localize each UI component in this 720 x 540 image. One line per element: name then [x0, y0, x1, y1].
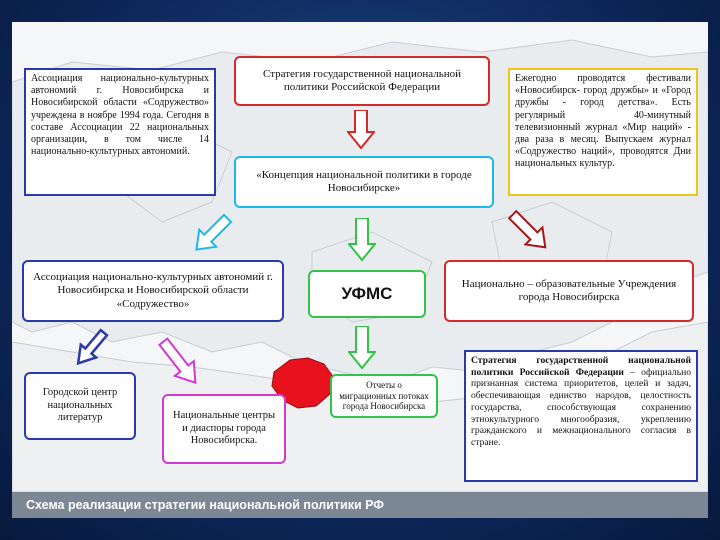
arrow-diagonal-magenta — [152, 334, 208, 392]
education-text: Национально – образовательные Учреждения города Новосибирска — [461, 277, 677, 303]
library-text: Городской центр национальных литератур — [42, 386, 118, 424]
centers-text: Национальные центры и диаспоры города Новосибирска. — [172, 409, 275, 447]
reports-text: Отчеты о миграционных потоках города Новосибирска — [339, 379, 429, 412]
education-box — [444, 260, 694, 322]
centers-box — [162, 394, 286, 464]
arrow-down-red — [347, 110, 375, 150]
strategy-definition-title: Стратегия государственной национальной политики Российской Федерации — [471, 355, 691, 378]
arrow-diagonal-blue — [70, 326, 112, 370]
association-mid-text: Ассоциация национально-культурных автономий г. Новосибирска и Новосибирской области «Содружество» — [33, 270, 273, 310]
concept-box — [234, 156, 494, 208]
concept-text: «Концепция национальной политики в городе Новосибирске» — [256, 168, 472, 194]
strategy-definition-body: – официально признанная система приоритетов, целей и задач, обеспечивающая единство народов, целостность государства, способствующая сохранению этнокультурного многообразия, укреплению гражданского и межнационального согласия в стране. — [471, 366, 692, 448]
association-history-text: Ассоциация национально-культурных автономий г. Новосибирска и Новосибирской области «Содружество» учреждена в ноябре 1994 года. Сегодня в составе Ассоциации 22 национальных организации, в том числе 14 национально-культурных автономий. — [31, 73, 209, 158]
festivals-text: Ежегодно проводятся фестивали «Новосибирск- город дружбы» и «Город дружбы - город детства». Есть регулярный 40-минутный телевизионный журнал «Мир наций» - два раза в месяц. Выпускаем журнал «Содружество наций», проводятся Дни национальных культур. — [515, 73, 691, 170]
ufms-text: УФМС — [341, 283, 393, 303]
arrow-diagonal-cyan — [188, 210, 236, 258]
festivals-box — [508, 68, 698, 196]
strategy-definition-box — [464, 350, 698, 482]
arrow-diagonal-darkred — [504, 206, 554, 256]
ufms-box — [308, 270, 426, 318]
reports-box — [330, 374, 438, 418]
arrow-down-green-2 — [348, 326, 376, 370]
library-box — [24, 372, 136, 440]
strategy-top-box — [234, 56, 490, 106]
strategy-top-text: Стратегия государственной национальной политики Российской Федерации — [263, 67, 461, 93]
slide — [12, 22, 708, 518]
slide-caption: Схема реализации стратегии национальной политики РФ — [12, 492, 708, 518]
association-history-box — [24, 68, 216, 196]
arrow-down-green-1 — [348, 218, 376, 262]
association-mid-box — [22, 260, 284, 322]
